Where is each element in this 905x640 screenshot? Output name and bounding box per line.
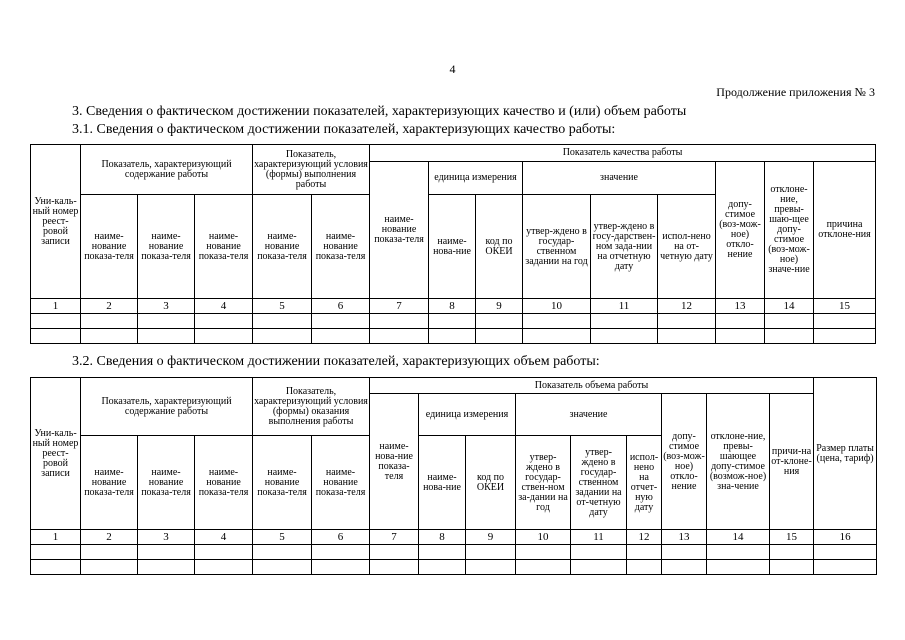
column-number: 15 xyxy=(770,530,814,545)
deviation-reason-header: причина отклоне-ния xyxy=(814,162,876,299)
column-numbers-row xyxy=(31,299,876,314)
column-number: 1 xyxy=(31,299,81,314)
okei-code-header: код по ОКЕИ xyxy=(476,195,523,299)
column-number: 3 xyxy=(138,299,195,314)
okei-code-header: код по ОКЕИ xyxy=(466,436,516,530)
column-numbers-row xyxy=(31,530,877,545)
column-number: 6 xyxy=(312,530,370,545)
column-number: 12 xyxy=(627,530,662,545)
content-indicator-header: Показатель, характеризующий содержание работы xyxy=(81,378,253,436)
approved-date-header: утвер-ждено в государ-ственном задании на от-четную дату xyxy=(571,436,627,530)
column-number: 12 xyxy=(658,299,716,314)
value-header: значение xyxy=(516,394,662,436)
unit-name-header: наиме-нова-ние xyxy=(429,195,476,299)
column-number: 11 xyxy=(591,299,658,314)
column-number: 13 xyxy=(662,530,707,545)
executed-date-header: испол-нено на от-четную дату xyxy=(658,195,716,299)
column-number: 9 xyxy=(466,530,516,545)
content-indicator-header: Показатель, характеризующий содержание работы xyxy=(81,145,253,195)
exceeding-deviation-header: отклоне-ние, превы-шающее допу-стимое (возмож-ное) зна-чение xyxy=(707,394,770,530)
column-number: 4 xyxy=(195,299,253,314)
column-number: 5 xyxy=(253,530,312,545)
table-row xyxy=(31,560,877,575)
column-number: 10 xyxy=(516,530,571,545)
column-number: 9 xyxy=(476,299,523,314)
table-row xyxy=(31,329,876,344)
unique-number-header: Уни-каль-ный номер реест-ровой записи xyxy=(31,378,81,530)
section-3-1-title: 3.1. Сведения о фактическом достижении показателей, характеризующих качество работы: xyxy=(72,122,616,137)
appendix-note: Продолжение приложения № 3 xyxy=(716,85,875,99)
column-number: 8 xyxy=(429,299,476,314)
column-number: 13 xyxy=(716,299,765,314)
approved-date-header: утвер-ждено в госу-дарствен-ном зада-нии на отчетную дату xyxy=(591,195,658,299)
column-number: 16 xyxy=(814,530,877,545)
content-name-header: наиме-нование показа-теля xyxy=(81,195,138,299)
section-3-2-title: 3.2. Сведения о фактическом достижении показателей, характеризующих объем работы: xyxy=(72,354,600,369)
column-number: 7 xyxy=(370,530,419,545)
column-number: 8 xyxy=(419,530,466,545)
column-number: 4 xyxy=(195,530,253,545)
conditions-indicator-header: Показатель, характеризующий условия (формы) оказания выполнения работы xyxy=(253,378,370,436)
condition-name-header: наиме-нование показа-теля xyxy=(312,195,370,299)
content-name-header: наиме-нование показа-теля xyxy=(138,436,195,530)
condition-name-header: наиме-нование показа-теля xyxy=(253,195,312,299)
column-number: 14 xyxy=(707,530,770,545)
content-name-header: наиме-нование показа-теля xyxy=(81,436,138,530)
quality-indicators-table xyxy=(30,144,876,344)
condition-name-header: наиме-нование показа-теля xyxy=(253,436,312,530)
indicator-name-header: наиме-нова-ние показа-теля xyxy=(370,394,419,530)
column-number: 14 xyxy=(765,299,814,314)
content-name-header: наиме-нование показа-теля xyxy=(195,436,253,530)
volume-indicator-header: Показатель объема работы xyxy=(370,378,814,394)
approved-task-header: утвер-ждено в государ-ственном задании на год xyxy=(523,195,591,299)
indicator-name-header: наиме-нование показа-теля xyxy=(370,162,429,299)
unique-number-header: Уни-каль-ный номер реест-ровой записи xyxy=(31,145,81,299)
column-number: 10 xyxy=(523,299,591,314)
column-number: 7 xyxy=(370,299,429,314)
unit-header: единица измерения xyxy=(429,162,523,195)
page-number: 4 xyxy=(449,62,456,76)
condition-name-header: наиме-нование показа-теля xyxy=(312,436,370,530)
content-name-header: наиме-нование показа-теля xyxy=(138,195,195,299)
section-3-title: 3. Сведения о фактическом достижении показателей, характеризующих качество и (или) объем работы xyxy=(72,104,687,119)
table-row xyxy=(31,314,876,329)
column-number: 2 xyxy=(81,299,138,314)
column-number: 2 xyxy=(81,530,138,545)
exceeding-deviation-header: отклоне-ние, превы-шаю-щее допу-стимое (воз-мож-ное) значе-ние xyxy=(765,162,814,299)
column-number: 11 xyxy=(571,530,627,545)
column-number: 1 xyxy=(31,530,81,545)
unit-header: единица измерения xyxy=(419,394,516,436)
unit-name-header: наиме-нова-ние xyxy=(419,436,466,530)
content-name-header: наиме-нование показа-теля xyxy=(195,195,253,299)
column-number: 15 xyxy=(814,299,876,314)
column-number: 5 xyxy=(253,299,312,314)
quality-indicator-header: Показатель качества работы xyxy=(370,145,876,162)
approved-task-header: утвер-ждено в государ-ствен-ном за-дании на год xyxy=(516,436,571,530)
conditions-indicator-header: Показатель, характеризующий условия (формы) выполнения работы xyxy=(253,145,370,195)
table-row xyxy=(31,545,877,560)
executed-date-header: испол-нено на отчет-ную дату xyxy=(627,436,662,530)
fee-size-header: Размер платы (цена, тариф) xyxy=(814,378,877,530)
allowed-deviation-header: допу-стимое (воз-мож-ное) откло-нение xyxy=(716,162,765,299)
allowed-deviation-header: допу-стимое (воз-мож-ное) откло-нение xyxy=(662,394,707,530)
column-number: 6 xyxy=(312,299,370,314)
value-header: значение xyxy=(523,162,716,195)
deviation-reason-header: причи-на от-клоне-ния xyxy=(770,394,814,530)
column-number: 3 xyxy=(138,530,195,545)
volume-indicators-table xyxy=(30,377,877,575)
